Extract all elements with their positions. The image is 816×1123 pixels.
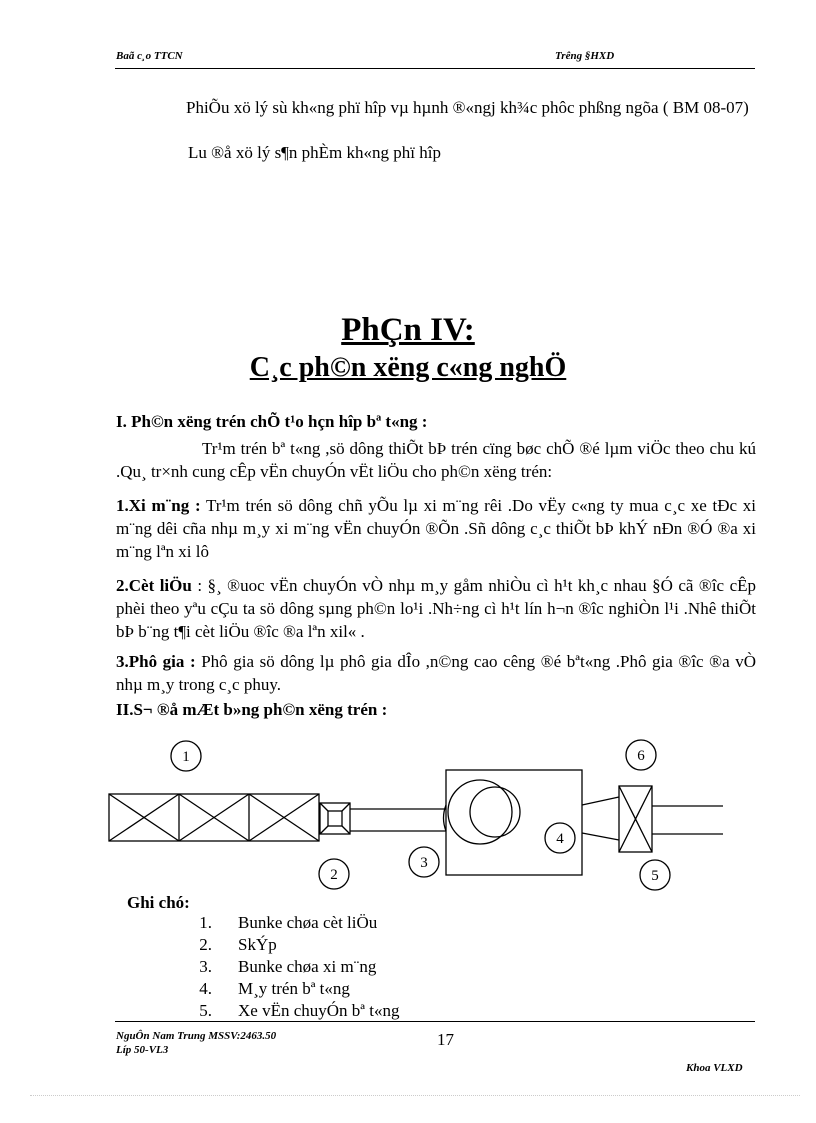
header-left: Baã c¸o TTCN [116,50,183,62]
skip-hoist [320,803,350,834]
page-bottom-edge [30,1095,800,1096]
legend-text: Bunke chøa xi m¨ng [238,957,377,976]
legend-text: M¸y trén bª t«ng [238,979,350,998]
intro-line-2: Lu ®å xö lý s¶n phÈm kh«ng phï hîp [188,143,441,162]
callout-label-4: 4 [556,831,564,847]
legend-num: 5. [199,1001,212,1020]
legend-item [199,1000,400,1022]
header-right: Trêng §HXD [555,50,615,62]
section-1-body: Tr¹m trén bª t«ng ,sö dông thiÕt bÞ trén cïng bøc chÕ ®é lµm viÖc theo chu kú .Qu¸ tr×nh cung cÊp vËn chuyÓn vËt liÖu cho ph©n xëng trén: [116,439,756,481]
page-number: 17 [437,1030,454,1049]
legend-title: Ghi chó: [127,893,190,912]
aggregate-bunker [109,794,319,841]
legend-text: SkÝp [238,935,277,954]
item-additive-label: 3.Phô gia : [116,652,196,671]
callout-label-3: 3 [420,855,428,871]
item-additive-text: Phô gia sö dông lµ phô gia dÎo ,n©ng cao cêng ®é bªt«ng .Phô gia ®îc ®a vÒ nhµ m¸y trong c¸c phuy. [116,652,756,694]
section-2-heading: II.S¬ ®å mÆt b»ng ph©n xëng trén : [116,700,388,719]
part-title: PhÇn IV: [341,312,475,348]
legend-item [199,978,350,1000]
section-1-heading: I. Ph©n xëng trén chÕ t¹o hçn hîp bª t«ng : [116,412,428,431]
footer-class: Líp 50-VL3 [116,1044,169,1056]
item-aggregate-label: 2.Cèt liÖu [116,576,192,595]
callout-label-1: 1 [182,749,190,765]
footer-dept: Khoa VLXD [686,1062,743,1074]
part-subtitle: C¸c ph©n xëng c«ng nghÖ [249,352,567,383]
intro-line-1: PhiÕu xö lý sù kh«ng phï hîp vµ hµnh ®«ngj kh¾c phôc phßng ngõa ( BM 08-07) [186,98,749,117]
footer-author: NguÔn Nam Trung MSSV:2463.50 [116,1030,277,1042]
legend-num: 1. [199,913,212,932]
legend-num: 3. [199,957,212,976]
legend-item [199,934,277,956]
item-cement-text: Tr¹m trén sö dông chñ yÕu lµ xi m¨ng rêi .Do vËy c«ng ty mua c¸c xe tÐc xi m¨ng dêi cña nhµ m¸y xi m¨ng vËn chuyÓn ®Õn .Sñ dông c¸c thiÕt bÞ khÝ nÐn ®Ó ®a xi m¨ng lªn xi lô [116,496,756,561]
footer-rule [115,1021,755,1022]
legend-text: Xe vËn chuyÓn bª t«ng [238,1001,400,1020]
item-aggregate-text: : §¸ ®uoc vËn chuyÓn vÒ nhµ m¸y gåm nhiÒu cì h¹t kh¸c nhau §Ó cã ®îc cÊp phèi theo yªu cÇu ta sö dông sµng ph©n lo¹i .Nh÷ng cì h¹t lín h¬n ®îc nghiÒn l¹i .Nhê thiÕt bÞ b¨ng t¶i cèt liÖu ®îc ®a lªn xil« . [116,576,756,641]
legend-num: 4. [199,979,212,998]
legend-item [199,956,377,978]
legend-text: Bunke chøa cèt liÖu [238,913,378,932]
concrete-truck [619,786,723,852]
legend-item [199,912,378,934]
callout-label-2: 2 [330,867,338,883]
callout-label-5: 5 [651,868,659,884]
item-cement-label: 1.Xi m¨ng : [116,496,201,515]
legend-num: 2. [199,935,212,954]
callout-label-6: 6 [637,748,645,764]
